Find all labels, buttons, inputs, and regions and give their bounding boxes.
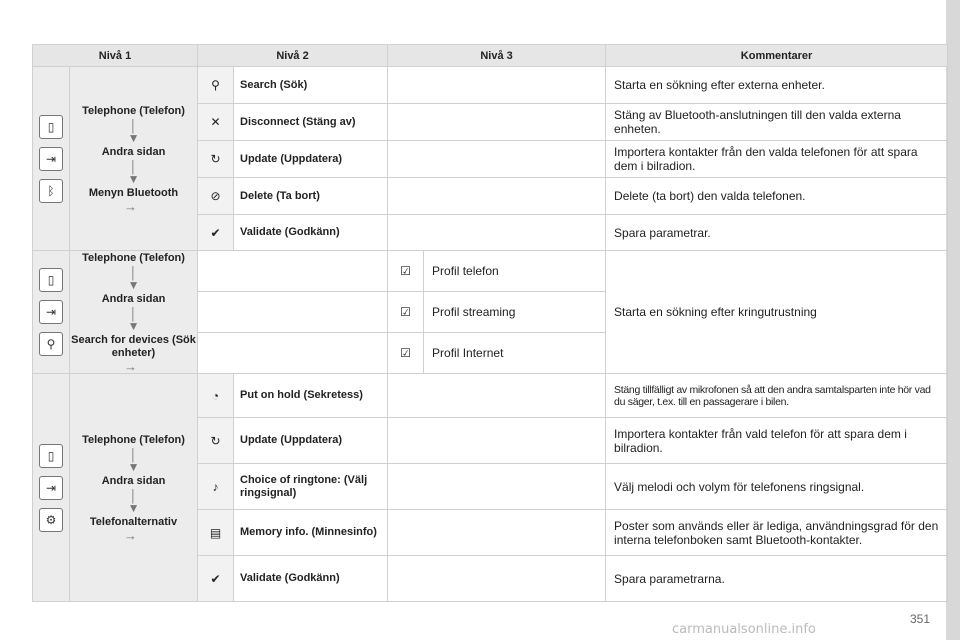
- phone-icon: ▯: [39, 268, 63, 292]
- arrow-down-icon: │ ▼: [127, 265, 140, 292]
- header-level3: Nivå 3: [388, 45, 606, 67]
- level3-profil-streaming: Profil streaming: [424, 292, 606, 333]
- arrow-down-icon: │ ▼: [127, 488, 140, 515]
- checkbox-icon: ☑: [388, 333, 424, 374]
- comment: Delete (ta bort) den valda telefonen.: [606, 178, 948, 215]
- arrow-right-icon: →: [124, 358, 138, 374]
- bluetooth-icon: ᛒ: [39, 179, 63, 203]
- comment: Spara parametrarna.: [606, 556, 948, 602]
- level1-menyn-bluetooth: Menyn Bluetooth: [88, 186, 179, 199]
- disconnect-icon: ✕: [198, 104, 234, 141]
- settings-table: [32, 44, 948, 602]
- check-icon: ✔: [198, 556, 234, 602]
- delete-icon: ⊘: [198, 178, 234, 215]
- level2-put-on-hold: Put on hold (Sekretess): [234, 374, 388, 418]
- level1-telephone: Telephone (Telefon): [82, 104, 185, 117]
- level2-delete: Delete (Ta bort): [234, 178, 388, 215]
- watermark: carmanualsonline.info: [672, 622, 816, 637]
- arrow-down-icon: │ ▼: [127, 159, 140, 186]
- group1-icons: [33, 67, 70, 251]
- comment: Stäng tillfälligt av mikrofonen så att den andra samtalsparten inte hör vad du säger, t.ex. till en passagerare i bilen.: [606, 374, 948, 418]
- arrow-down-icon: │ ▼: [127, 118, 140, 145]
- phone-settings-icon: ⚙: [39, 508, 63, 532]
- level1-telephone: Telephone (Telefon): [82, 433, 185, 446]
- header-level2: Nivå 2: [198, 45, 388, 67]
- update-icon: ↻: [198, 418, 234, 464]
- level2-disconnect: Disconnect (Stäng av): [234, 104, 388, 141]
- arrow-right-icon: →: [124, 527, 138, 543]
- arrow-right-icon: →: [124, 198, 138, 214]
- comment: Importera kontakter från vald telefon för att spara dem i bilradion.: [606, 418, 948, 464]
- page-edge-bar: [946, 0, 960, 640]
- header-level1: Nivå 1: [33, 45, 198, 67]
- checkbox-icon: ☑: [388, 292, 424, 333]
- search-icon: ⚲: [198, 67, 234, 104]
- arrow-down-icon: │ ▼: [127, 306, 140, 333]
- comment: Starta en sökning efter kringutrustning: [606, 251, 948, 374]
- memory-icon: ▤: [198, 510, 234, 556]
- phone-arrow-icon: ⇥: [39, 476, 63, 500]
- arrow-down-icon: │ ▼: [127, 447, 140, 474]
- group3-level1: [70, 374, 198, 602]
- phone-icon: ▯: [39, 444, 63, 468]
- group2-level1: [70, 251, 198, 374]
- level2-search: Search (Sök): [234, 67, 388, 104]
- update-icon: ↻: [198, 141, 234, 178]
- group1-level1: [70, 67, 198, 251]
- level1-andra-sidan: Andra sidan: [101, 292, 166, 305]
- level2-ringtone: Choice of ringtone: (Välj ringsignal): [234, 464, 388, 510]
- level3-profil-telefon: Profil telefon: [424, 251, 606, 292]
- level2-validate: Validate (Godkänn): [234, 556, 388, 602]
- group3-icons: [33, 374, 70, 602]
- level2-validate: Validate (Godkänn): [234, 215, 388, 251]
- search-devices-icon: ⚲: [39, 332, 63, 356]
- level1-telefonalternativ: Telefonalternativ: [89, 515, 178, 528]
- level2-update: Update (Uppdatera): [234, 141, 388, 178]
- group2-icons: [33, 251, 70, 374]
- phone-arrow-icon: ⇥: [39, 300, 63, 324]
- level1-andra-sidan: Andra sidan: [101, 474, 166, 487]
- level3-profil-internet: Profil Internet: [424, 333, 606, 374]
- comment: Välj melodi och volym för telefonens ringsignal.: [606, 464, 948, 510]
- header-comments: Kommentarer: [606, 45, 948, 67]
- level1-telephone: Telephone (Telefon): [82, 251, 185, 264]
- level2-update: Update (Uppdatera): [234, 418, 388, 464]
- checkbox-icon: ☑: [388, 251, 424, 292]
- page-number: 351: [910, 612, 931, 626]
- check-icon: ✔: [198, 215, 234, 251]
- comment: Stäng av Bluetooth-anslutningen till den valda externa enheten.: [606, 104, 948, 141]
- comment: Starta en sökning efter externa enheter.: [606, 67, 948, 104]
- comment: Poster som används eller är lediga, användningsgrad för den interna telefonboken samt Bluetooth-kontakter.: [606, 510, 948, 556]
- hold-icon: ◔: [198, 374, 234, 418]
- comment: Importera kontakter från den valda telefonen för att spara dem i bilradion.: [606, 141, 948, 178]
- comment: Spara parametrar.: [606, 215, 948, 251]
- level1-search-devices: Search for devices (Sök enheter): [71, 333, 196, 359]
- phone-arrow-icon: ⇥: [39, 147, 63, 171]
- ringtone-icon: ♪: [198, 464, 234, 510]
- phone-icon: ▯: [39, 115, 63, 139]
- level1-andra-sidan: Andra sidan: [101, 145, 166, 158]
- level2-memory-info: Memory info. (Minnesinfo): [234, 510, 388, 556]
